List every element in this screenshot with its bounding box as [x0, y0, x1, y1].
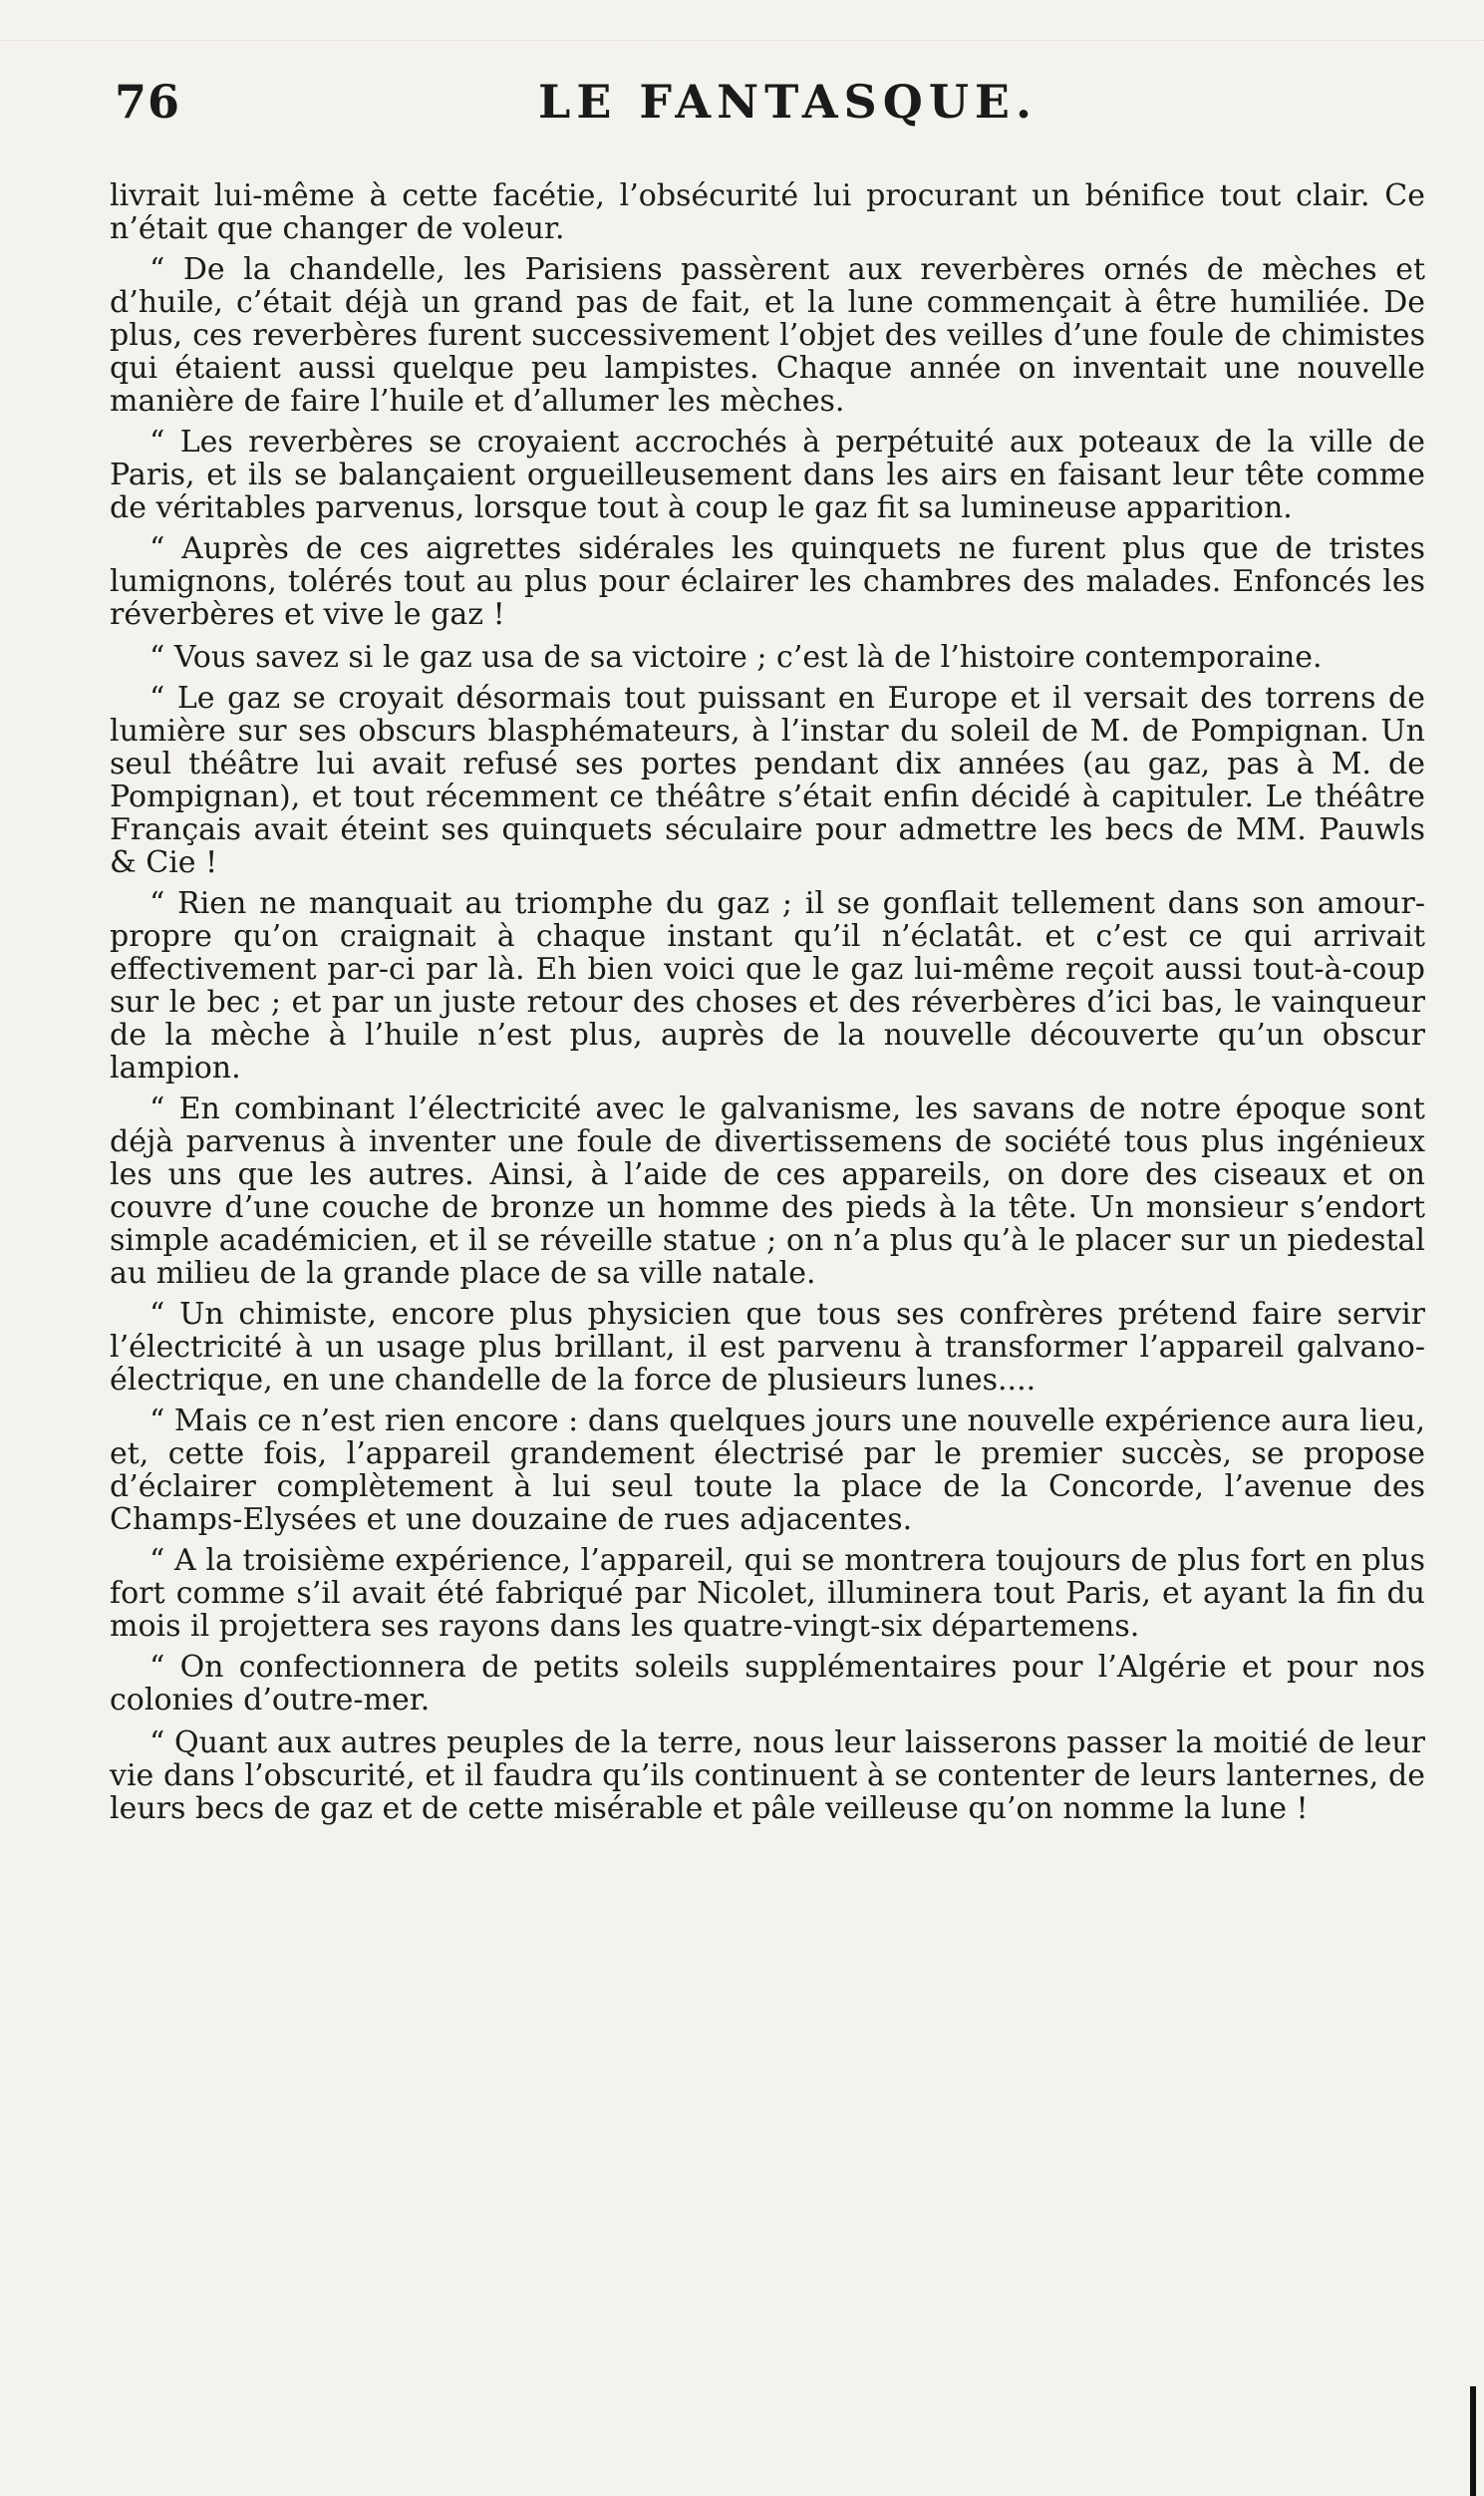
- paragraph: “ Un chimiste, encore plus physicien que tous ses confrères prétend faire servir l’électricité à un usage plus brillant, il est parvenu à transformer l’appareil galvano-électrique, en une chandelle de la force de plusieurs lunes....: [110, 1297, 1425, 1398]
- page-header: [100, 70, 1414, 169]
- paragraph: “ Rien ne manquait au triomphe du gaz ; il se gonflait tellement dans son amour-propre qu’on craignait à chaque instant qu’il n’éclatât. et c’est ce qui arrivait effectivement par-ci par là. Eh bien voici que le gaz lui-même reçoit aussi tout-à-coup sur le bec ; et par un juste retour des choses et des réverbères d’ici bas, le vainqueur de la mèche à l’huile n’est plus, auprès de la nouvelle découverte qu’un obscur lampion.: [110, 886, 1425, 1086]
- paragraph: “ Quant aux autres peuples de la terre, nous leur laisserons passer la moitié de leur vie dans l’obscurité, et il faudra qu’ils continuent à se contenter de leurs lanternes, de leurs becs de gaz et de cette misérable et pâle veilleuse qu’on nomme la lune !: [110, 1725, 1425, 1826]
- paragraph: “ De la chandelle, les Parisiens passèrent aux reverbères ornés de mèches et d’huile, c’était déjà un grand pas de fait, et la lune commençait à être humiliée. De plus, ces reverbères furent successivement l’objet des veilles d’une foule de chimistes qui étaient aussi quelque peu lampistes. Chaque année on inventait une nouvelle manière de faire l’huile et d’allumer les mèches.: [110, 252, 1425, 419]
- scan-edge-mark: [1470, 2386, 1476, 2496]
- paragraph: “ Mais ce n’est rien encore : dans quelques jours une nouvelle expérience aura lieu, et, cette fois, l’appareil grandement électrisé par le premier succès, se propose d’éclairer complètement à lui seul toute la place de la Concorde, l’avenue des Champs-Elysées et une douzaine de rues adjacentes.: [110, 1404, 1425, 1537]
- article-body: [100, 179, 1425, 1825]
- paragraph: “ Les reverbères se croyaient accrochés à perpétuité aux poteaux de la ville de Paris, et ils se balançaient orgueilleusement dans les airs en faisant leur tête comme de véritables parvenus, lorsque tout à coup le gaz fit sa lumineuse apparition.: [110, 425, 1425, 525]
- paragraph: “ Le gaz se croyait désormais tout puissant en Europe et il versait des torrens de lumière sur ses obscurs blasphémateurs, à l’instar du soleil de M. de Pompignan. Un seul théâtre lui avait refusé ses portes pendant dix années (au gaz, pas à M. de Pompignan), et tout récemment ce théâtre s’était enfin décidé à capituler. Le théâtre Français avait éteint ses quinquets séculaire pour admettre les becs de MM. Pauwls & Cie !: [110, 681, 1425, 880]
- paragraph: “ En combinant l’électricité avec le galvanisme, les savans de notre époque sont déjà parvenus à inventer une foule de divertissemens de société tous plus ingénieux les uns que les autres. Ainsi, à l’aide de ces appareils, on dore des ciseaux et on couvre d’une couche de bronze un homme des pieds à la tête. Un monsieur s’endort simple académicien, et il se réveille statue ; on n’a plus qu’à le placer sur un piedestal au milieu de la grande place de sa ville natale.: [110, 1092, 1425, 1291]
- page-number: 76: [115, 75, 181, 129]
- paragraph: “ Auprès de ces aigrettes sidérales les quinquets ne furent plus que de tristes lumignons, tolérés tout au plus pour éclairer les chambres des malades. Enfoncés les réverbères et vive le gaz !: [110, 531, 1425, 632]
- paragraph: “ On confectionnera de petits soleils supplémentaires pour l’Algérie et pour nos colonies d’outre-mer.: [110, 1650, 1425, 1717]
- paragraph: livrait lui-même à cette facétie, l’obsécurité lui procurant un bénifice tout clair. Ce n’était que changer de voleur.: [110, 178, 1425, 246]
- paragraph: “ Vous savez si le gaz usa de sa victoire ; c’est là de l’histoire contemporaine.: [149, 640, 1323, 675]
- running-title: LE FANTASQUE.: [538, 75, 1039, 129]
- bleed-through-texture: [0, 0, 1484, 41]
- paragraph: “ A la troisième expérience, l’appareil, qui se montrera toujours de plus fort en plus fort comme s’il avait été fabriqué par Nicolet, illuminera tout Paris, et ayant la fin du mois il projettera ses rayons dans les quatre-vingt-six départemens.: [110, 1543, 1425, 1644]
